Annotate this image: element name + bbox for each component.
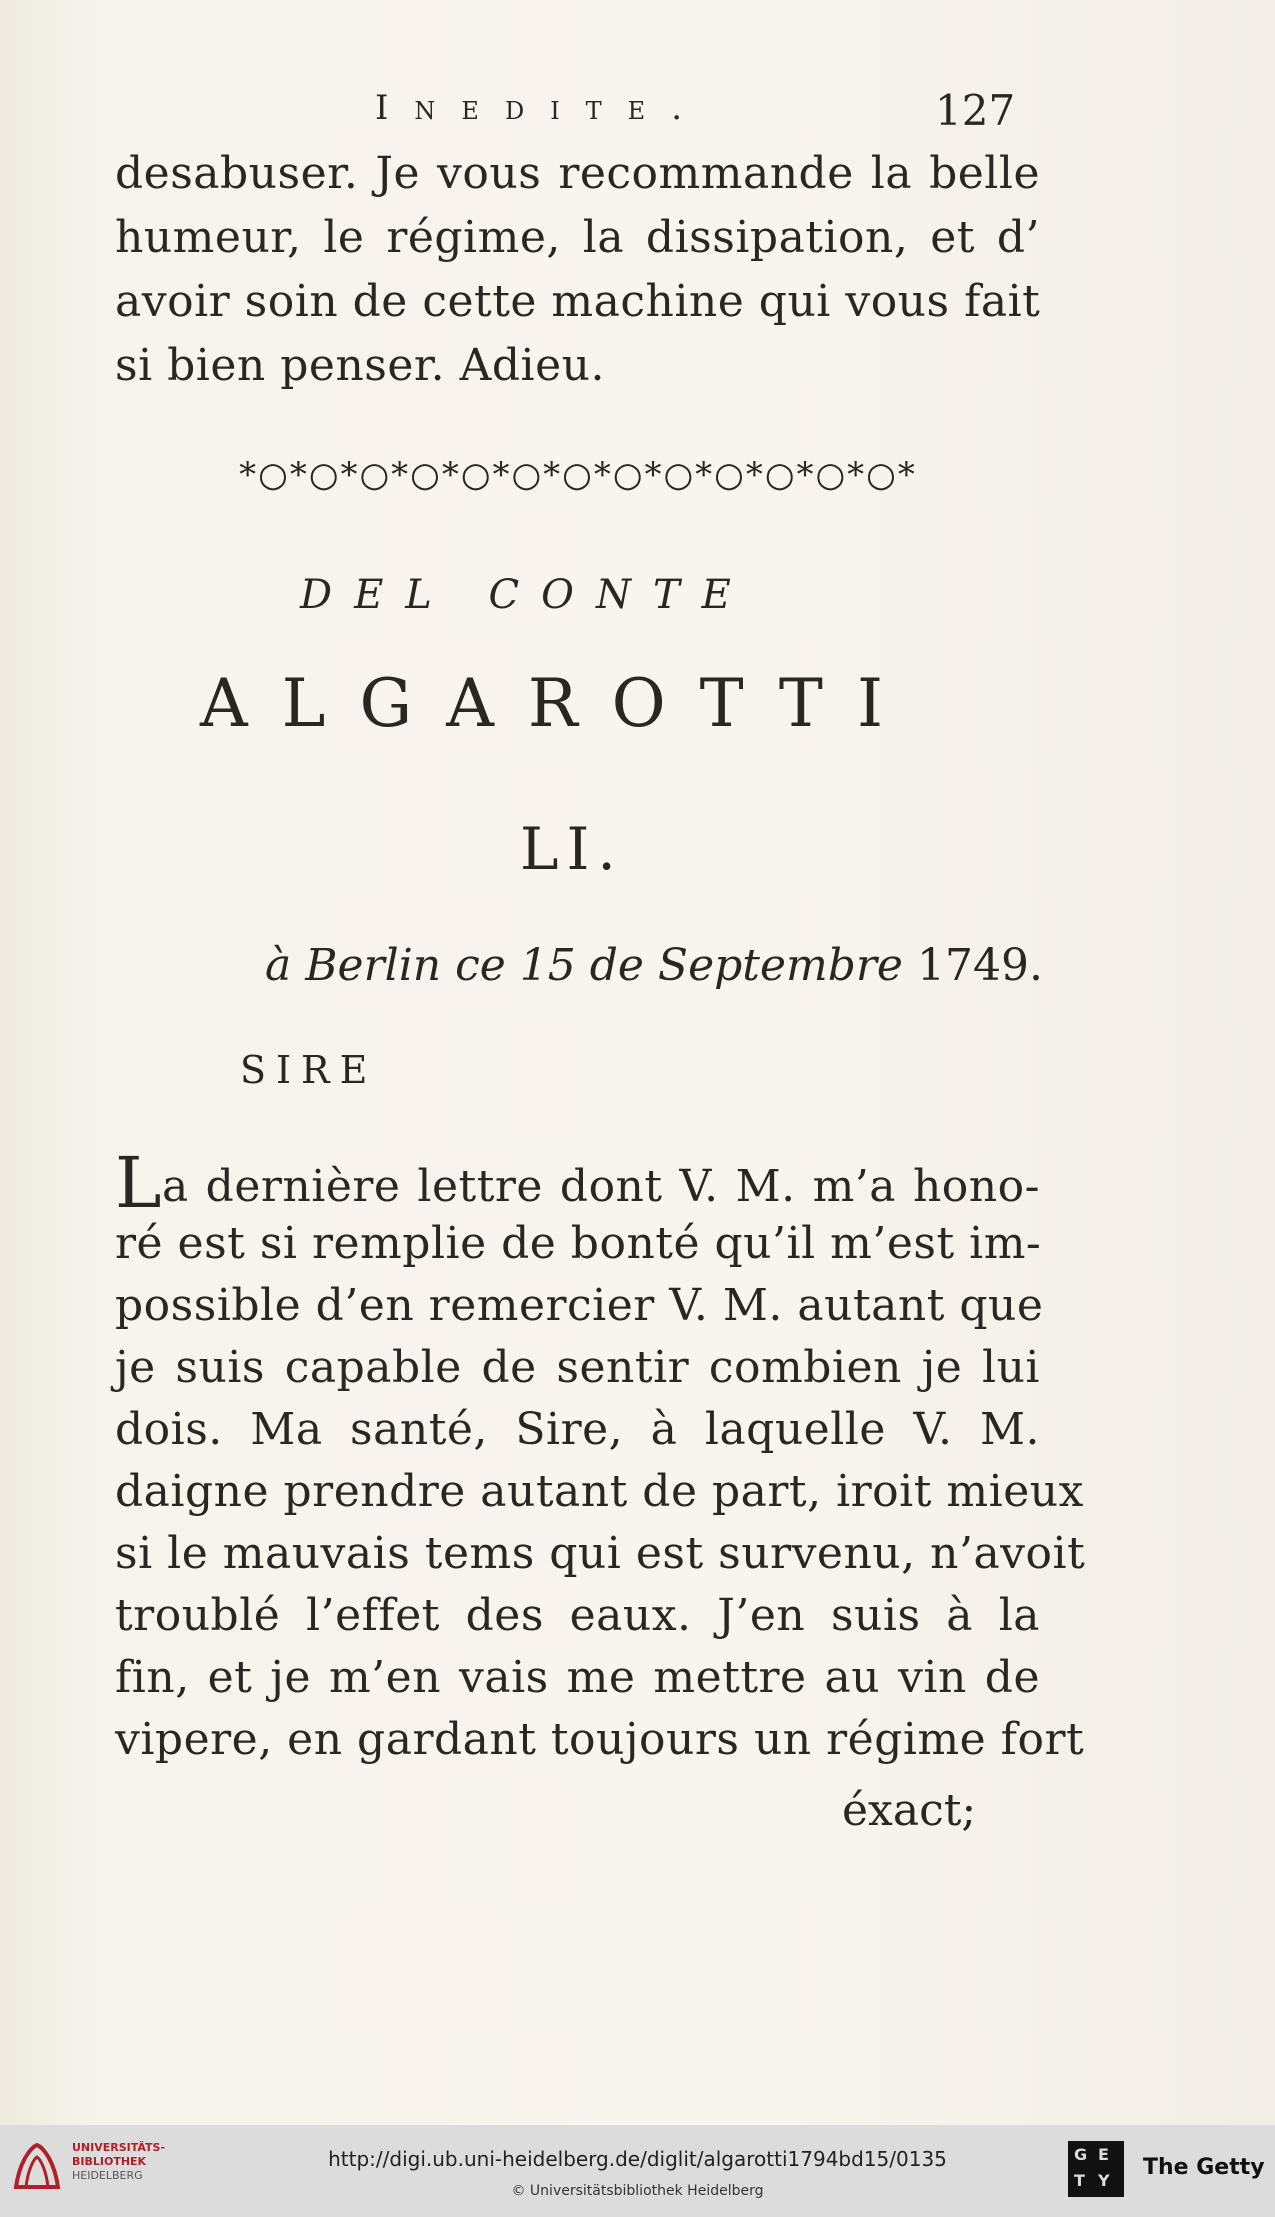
letter-line: vipere, en gardant toujours un régime fort bbox=[115, 1714, 1085, 1765]
getty-label: The Getty bbox=[1143, 2155, 1265, 2180]
continuation-line: humeur, le régime, la dissipation, et d’ bbox=[115, 212, 1040, 263]
letter-line: dois. Ma santé, Sire, à laquelle V. M. bbox=[115, 1404, 1040, 1455]
dateline-year: 1749. bbox=[916, 940, 1043, 991]
letter-salutation: SIRE bbox=[240, 1048, 378, 1092]
letter-line: possible d’en remercier V. M. autant que bbox=[115, 1280, 1044, 1331]
letter-dateline bbox=[265, 940, 1043, 991]
university-library-logo-text: UNIVERSITÄTS- BIBLIOTHEK HEIDELBERG bbox=[72, 2141, 166, 2182]
letter-line: si le mauvais tems qui est survenu, n’avoit bbox=[115, 1528, 1086, 1579]
letter-line: troublé l’effet des eaux. J’en suis à la bbox=[115, 1590, 1040, 1641]
letter-line: fin, et je m’en vais me mettre au vin de bbox=[115, 1652, 1040, 1703]
letter-author-name: ALGAROTTI bbox=[200, 665, 918, 742]
letter-first-line: a dernière lettre dont V. M. m’a hono- bbox=[161, 1161, 1040, 1212]
letter-author-prefix: DEL CONTE bbox=[300, 572, 753, 618]
running-head: Inedite. bbox=[375, 88, 709, 128]
ornament-divider: *○*○*○*○*○*○*○*○*○*○*○*○*○* bbox=[239, 455, 917, 495]
copyright-notice: © Universitätsbibliothek Heidelberg bbox=[511, 2183, 764, 2199]
continuation-line: avoir soin de cette machine qui vous fait bbox=[115, 276, 1041, 327]
continuation-line: desabuser. Je vous recommande la belle bbox=[115, 148, 1040, 199]
drop-cap: L bbox=[115, 1142, 162, 1224]
letter-line: daigne prendre autant de part, iroit mieux bbox=[115, 1466, 1084, 1517]
letter-line bbox=[115, 1142, 1040, 1224]
viewer-footer bbox=[0, 2125, 1275, 2217]
continuation-line: si bien penser. Adieu. bbox=[115, 340, 605, 391]
letter-line: ré est si remplie de bonté qu’il m’est im- bbox=[115, 1218, 1042, 1269]
page-number: 127 bbox=[935, 86, 1016, 135]
permalink-url[interactable]: http://digi.ub.uni-heidelberg.de/diglit/algarotti1794bd15/0135 bbox=[328, 2147, 947, 2171]
letter-line: je suis capable de sentir combien je lui bbox=[115, 1342, 1040, 1393]
letter-number: LI. bbox=[520, 815, 624, 883]
getty-logo-icon[interactable]: G E T Y bbox=[1068, 2141, 1124, 2197]
catchword: éxact; bbox=[842, 1785, 977, 1836]
dateline-place-date: à Berlin ce 15 de Septembre bbox=[265, 940, 903, 991]
